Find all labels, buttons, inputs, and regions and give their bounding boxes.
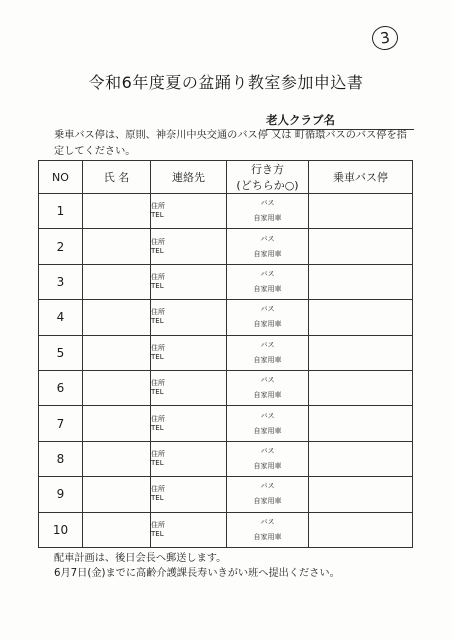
row-number: 8 (39, 441, 83, 476)
name-field[interactable] (83, 264, 151, 299)
bus-stop-field[interactable] (309, 477, 413, 512)
header-bus-stop: 乗車バス停 (309, 161, 413, 194)
row-number: 9 (39, 477, 83, 512)
name-field[interactable] (83, 477, 151, 512)
table-row (39, 335, 413, 370)
transport-choice[interactable] (227, 406, 309, 441)
table-row (39, 477, 413, 512)
address-label: 住所 (151, 485, 165, 494)
row-number: 4 (39, 300, 83, 335)
option-bus[interactable]: バス (260, 234, 275, 243)
row-number: 6 (39, 370, 83, 405)
name-field[interactable] (83, 406, 151, 441)
tel-label: TEL (151, 281, 164, 290)
row-number: 7 (39, 406, 83, 441)
table-row (39, 370, 413, 405)
transport-choice[interactable] (227, 512, 309, 547)
address-label: 住所 (151, 237, 165, 246)
tel-label: TEL (151, 352, 164, 361)
header-name: 氏 名 (83, 161, 151, 194)
transport-choice[interactable] (227, 300, 309, 335)
table-row (39, 300, 413, 335)
table-header-row (39, 161, 413, 194)
option-private-car[interactable]: 自家用車 (253, 426, 282, 435)
header-contact: 連絡先 (151, 161, 227, 194)
option-private-car[interactable]: 自家用車 (253, 214, 282, 223)
contact-field[interactable] (151, 370, 227, 405)
tel-label: TEL (151, 529, 164, 538)
bus-stop-field[interactable] (309, 335, 413, 370)
address-label: 住所 (151, 202, 165, 211)
option-private-car[interactable]: 自家用車 (253, 532, 282, 541)
tel-label: TEL (151, 388, 164, 397)
contact-field[interactable] (151, 477, 227, 512)
contact-field[interactable] (151, 335, 227, 370)
row-number: 10 (39, 512, 83, 547)
row-number: 5 (39, 335, 83, 370)
header-no: NO (39, 161, 83, 194)
contact-field[interactable] (151, 512, 227, 547)
option-bus[interactable]: バス (260, 199, 275, 208)
tel-label: TEL (151, 458, 164, 467)
header-transport (227, 161, 309, 194)
option-private-car[interactable]: 自家用車 (253, 355, 282, 364)
address-label: 住所 (151, 272, 165, 281)
option-bus[interactable]: バス (260, 376, 275, 385)
bus-stop-field[interactable] (309, 229, 413, 264)
intro-text: 乗車バス停は、原則、神奈川中央交通のバス停 又は 町循環バスのバス停を指定してください。 (54, 130, 407, 157)
option-private-car[interactable]: 自家用車 (253, 284, 282, 293)
row-number: 1 (39, 194, 83, 229)
name-field[interactable] (83, 370, 151, 405)
option-bus[interactable]: バス (260, 517, 275, 526)
option-bus[interactable]: バス (260, 305, 275, 314)
option-private-car[interactable]: 自家用車 (253, 249, 282, 258)
table-row (39, 441, 413, 476)
option-private-car[interactable]: 自家用車 (253, 497, 282, 506)
option-bus[interactable]: バス (260, 269, 275, 278)
table-row (39, 406, 413, 441)
option-private-car[interactable]: 自家用車 (253, 320, 282, 329)
name-field[interactable] (83, 335, 151, 370)
transport-choice[interactable] (227, 477, 309, 512)
bus-stop-field[interactable] (309, 512, 413, 547)
option-bus[interactable]: バス (260, 411, 275, 420)
table-row (39, 512, 413, 547)
table-row (39, 264, 413, 299)
footer-notes (54, 551, 424, 581)
transport-choice[interactable] (227, 264, 309, 299)
table-row (39, 194, 413, 229)
tel-label: TEL (151, 317, 164, 326)
row-number: 3 (39, 264, 83, 299)
contact-field[interactable] (151, 406, 227, 441)
club-name-label: 老人クラブ名 (266, 112, 414, 130)
option-bus[interactable]: バス (260, 482, 275, 491)
page-title: 令和6年度夏の盆踊り教室参加申込書 (88, 73, 364, 92)
bus-stop-field[interactable] (309, 370, 413, 405)
name-field[interactable] (83, 229, 151, 264)
page-number (370, 24, 399, 51)
contact-field[interactable] (151, 441, 227, 476)
transport-choice[interactable] (227, 229, 309, 264)
transport-choice[interactable] (227, 370, 309, 405)
address-label: 住所 (151, 379, 165, 388)
address-label: 住所 (151, 414, 165, 423)
page-number-text: 3 (379, 28, 391, 48)
tel-label: TEL (151, 211, 164, 220)
application-table (38, 160, 413, 548)
tel-label: TEL (151, 423, 164, 432)
name-field[interactable] (83, 441, 151, 476)
address-label: 住所 (151, 520, 165, 529)
address-label: 住所 (151, 343, 165, 352)
contact-field[interactable] (151, 300, 227, 335)
option-private-car[interactable]: 自家用車 (253, 391, 282, 400)
option-private-car[interactable]: 自家用車 (253, 461, 282, 470)
option-bus[interactable]: バス (260, 446, 275, 455)
bus-stop-field[interactable] (309, 406, 413, 441)
bus-stop-field[interactable] (309, 300, 413, 335)
row-number: 2 (39, 229, 83, 264)
transport-choice[interactable] (227, 194, 309, 229)
contact-field[interactable] (151, 229, 227, 264)
header-transport-line2: (どちらか○) (236, 179, 299, 192)
contact-field[interactable] (151, 194, 227, 229)
transport-choice[interactable] (227, 441, 309, 476)
tel-label: TEL (151, 246, 164, 255)
header-transport-line1: 行き方 (251, 163, 284, 176)
bus-stop-field[interactable] (309, 441, 413, 476)
address-label: 住所 (151, 449, 165, 458)
transport-choice[interactable] (227, 335, 309, 370)
address-label: 住所 (151, 308, 165, 317)
table-row (39, 229, 413, 264)
bus-stop-field[interactable] (309, 194, 413, 229)
tel-label: TEL (151, 494, 164, 503)
bus-stop-field[interactable] (309, 264, 413, 299)
option-bus[interactable]: バス (260, 340, 275, 349)
footer-line-1: 配車計画は、後日会長へ郵送します。 (54, 553, 227, 564)
contact-field[interactable] (151, 264, 227, 299)
footer-line-2: 6月7日(金)までに高齢介護課長寿いきがい班へ提出ください。 (54, 568, 340, 579)
name-field[interactable] (83, 300, 151, 335)
name-field[interactable] (83, 194, 151, 229)
name-field[interactable] (83, 512, 151, 547)
